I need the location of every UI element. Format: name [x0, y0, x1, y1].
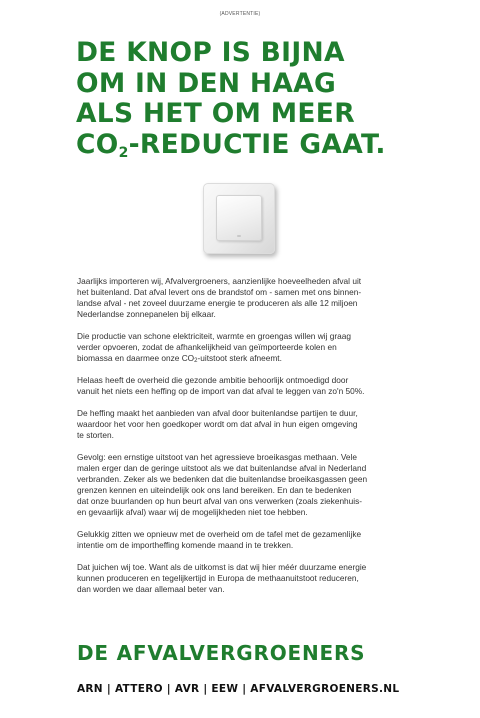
paragraph-4: [77, 408, 407, 441]
paragraph-line: kunnen produceren en tegelijkertijd in Europa de methaanuitstoot reduceren,: [77, 573, 359, 583]
paragraph-line: grenzen kennen en uiteindelijk ook ons land bereiken. En dan te bedenken: [77, 485, 352, 495]
switch-indicator: [237, 235, 241, 237]
co2-text: biomassa en daarmee onze CO: [77, 353, 195, 363]
paragraph-line: Die productie van schone elektriciteit, warmte en groengas willen wij graag: [77, 331, 351, 341]
paragraph-1: [77, 276, 407, 320]
headline-line-3: ALS HET OM MEER: [76, 98, 355, 129]
paragraph-line: vanuit het niets een heffing op de import van dat afval te leggen van zo'n 50%.: [77, 386, 365, 396]
headline-line-4: [76, 130, 436, 161]
paragraph-line: [77, 353, 407, 364]
paragraph-line: De heffing maakt het aanbieden van afval door buitenlandse partijen te duur,: [77, 408, 358, 418]
paragraph-line: waardoor het voor hen goedkoper wordt om dat afval in hun eigen omgeving: [77, 419, 358, 429]
headline-line-1: DE KNOP IS BIJNA: [76, 37, 345, 68]
headline-line-2: OM IN DEN HAAG: [76, 67, 337, 99]
paragraph-line: te storten.: [77, 430, 114, 440]
paragraph-line: en gevaarlijk afval) waar wij de mogelijkheden niet toe hebben.: [77, 507, 308, 517]
paragraph-line: intentie om de importheffing komende maand in te trekken.: [77, 540, 294, 550]
light-switch-icon: [203, 183, 275, 254]
paragraph-line: Dat juichen wij toe. Want als de uitkomst is dat wij hier méér duurzame energie: [77, 562, 367, 572]
partner-list: ARN | ATTERO | AVR | EEW | AFVALVERGROENERS.NL: [77, 683, 400, 695]
paragraph-5: [77, 452, 407, 518]
paragraph-line: Nederlandse zonnepanelen bij elkaar.: [77, 309, 216, 319]
paragraph-line: verder opvoeren, zodat de afhankelijkheid van geïmporteerde kolen en: [77, 342, 337, 352]
headline-co: CO: [76, 128, 119, 160]
headline-reduction: -REDUCTIE GAAT.: [128, 128, 386, 160]
headline: [76, 38, 436, 160]
paragraph-line: Gelukkig zitten we opnieuw met de overheid om de tafel met de gezamenlijke: [77, 529, 362, 539]
paragraph-6: [77, 529, 407, 551]
advertorial-tag: (ADVERTENTIE): [219, 11, 261, 17]
paragraph-line: het buitenland. Dat afval levert ons de brandstof om - samen met ons binnen-: [77, 287, 362, 297]
article-body: [77, 276, 407, 606]
paragraph-2: [77, 331, 407, 364]
paragraph-line: malen erger dan de geringe uitstoot als we dat buitenlandse afval in Nederland: [77, 463, 367, 473]
paragraph-line: Jaarlijks importeren wij, Afvalvergroeners, aanzienlijke hoeveelheden afval uit: [77, 276, 362, 286]
paragraph-3: [77, 375, 407, 397]
co2-subscript: 2: [194, 358, 198, 364]
paragraph-line: Gevolg: een ernstige uitstoot van het agressieve broeikasgas methaan. Vele: [77, 452, 357, 462]
headline-co2-subscript: 2: [118, 144, 129, 161]
paragraph-line: verbranden. Zeker als we bedenken dat die buitenlandse broeikasgassen geen: [77, 474, 368, 484]
paragraph-7: [77, 562, 407, 595]
paragraph-line: dan worden we daar allemaal beter van.: [77, 584, 225, 594]
paragraph-line: Helaas heeft de overheid die gezonde ambitie behoorlijk ontmoedigd door: [77, 375, 349, 385]
paragraph-line: landse afval - net zoveel duurzame energie te produceren als alle 12 miljoen: [77, 298, 358, 308]
paragraph-line: dat onze buurlanden op hun beurt afval van ons verwerken (zoals ziekenhuis-: [77, 496, 363, 506]
co2-tail: -uitstoot sterk afneemt.: [197, 353, 282, 363]
brand-name: DE AFVALVERGROENERS: [77, 641, 366, 665]
